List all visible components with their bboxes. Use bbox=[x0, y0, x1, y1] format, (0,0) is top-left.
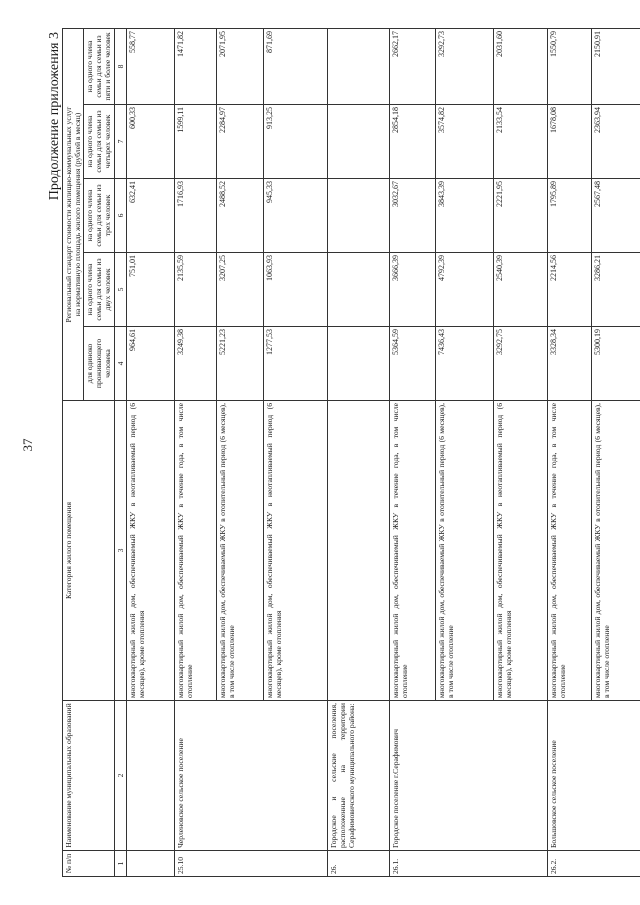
col-number-6: 6 bbox=[114, 179, 126, 253]
table-row bbox=[389, 29, 435, 877]
value-cell: 3328,34 bbox=[547, 327, 591, 401]
header-numbers-row bbox=[114, 29, 126, 877]
municipality-cell: Городское и сельские поселения, расположенные на территории Серафимовичского муниципального района: bbox=[327, 701, 389, 851]
value-cell: 2854,18 bbox=[389, 105, 435, 179]
municipality-cell: Городское поселение г.Серафимович bbox=[389, 701, 435, 851]
row-number-cell: 26.1. bbox=[389, 851, 435, 877]
value-cell: 2214,56 bbox=[547, 253, 591, 327]
value-cell: 2133,54 bbox=[493, 105, 547, 179]
col-number-3: 3 bbox=[114, 401, 126, 701]
value-cell: 2284,97 bbox=[216, 105, 263, 179]
municipality-cell: Большовское сельское поселение bbox=[547, 701, 591, 851]
category-cell: многоквартирный жилой дом, обеспечиваемый ЖКУ в течение года, в том числе отопление bbox=[389, 401, 435, 701]
row-number-cell bbox=[493, 851, 547, 877]
value-cell: 1795,89 bbox=[547, 179, 591, 253]
value-cell: 600,33 bbox=[126, 105, 174, 179]
value-cell: 7436,43 bbox=[435, 327, 493, 401]
value-cell: 2150,91 bbox=[591, 29, 640, 105]
row-number-cell bbox=[216, 851, 263, 877]
value-cell: 3666,39 bbox=[389, 253, 435, 327]
value-cell: 1277,53 bbox=[263, 327, 327, 401]
category-cell: многоквартирный жилой дом, обеспечиваемый ЖКУ в отопительный период (6 месяцев), в том числе отопление bbox=[216, 401, 263, 701]
header-col4: для одиноко проживающего человека bbox=[84, 327, 114, 401]
category-cell: многоквартирный жилой дом, обеспечиваемый ЖКУ в течение года, в том числе отопление bbox=[547, 401, 591, 701]
value-cell bbox=[327, 253, 389, 327]
table-row bbox=[493, 29, 547, 877]
value-cell: 3249,38 bbox=[174, 327, 216, 401]
col-number-2: 2 bbox=[114, 701, 126, 851]
row-number-cell: 26.2. bbox=[547, 851, 591, 877]
value-cell: 1716,93 bbox=[174, 179, 216, 253]
value-cell: 1678,08 bbox=[547, 105, 591, 179]
value-cell: 751,01 bbox=[126, 253, 174, 327]
category-cell: многоквартирный жилой дом, обеспечиваемый ЖКУ в отопительный период (6 месяцев), в том числе отопление bbox=[435, 401, 493, 701]
category-cell: многоквартирный жилой дом, обеспечиваемый ЖКУ в отопительный период (6 месяцев), в том числе отопление bbox=[591, 401, 640, 701]
col-number-1: 1 bbox=[114, 851, 126, 877]
table-row bbox=[327, 29, 389, 877]
col-number-4: 4 bbox=[114, 327, 126, 401]
header-col6: на одного члена семьи для семьи из трех человек bbox=[84, 179, 114, 253]
value-cell: 3292,73 bbox=[435, 29, 493, 105]
value-cell: 3574,82 bbox=[435, 105, 493, 179]
municipality-cell bbox=[435, 701, 493, 851]
value-cell: 913,25 bbox=[263, 105, 327, 179]
municipality-cell bbox=[493, 701, 547, 851]
header-category: Категория жилого помещения bbox=[63, 401, 115, 701]
col-number-7: 7 bbox=[114, 105, 126, 179]
row-number-cell: 26. bbox=[327, 851, 389, 877]
col-number-5: 5 bbox=[114, 253, 126, 327]
value-cell: 2540,39 bbox=[493, 253, 547, 327]
value-cell: 3286,21 bbox=[591, 253, 640, 327]
municipality-cell bbox=[591, 701, 640, 851]
value-cell bbox=[327, 327, 389, 401]
row-number-cell bbox=[435, 851, 493, 877]
col-number-8: 8 bbox=[114, 29, 126, 105]
value-cell: 2031,60 bbox=[493, 29, 547, 105]
value-cell: 5364,59 bbox=[389, 327, 435, 401]
value-cell: 2363,94 bbox=[591, 105, 640, 179]
table-row bbox=[591, 29, 640, 877]
value-cell bbox=[327, 29, 389, 105]
category-cell: многоквартирный жилой дом, обеспечиваемый ЖКУ в неотапливаемый период (6 месяцев), кроме отопления bbox=[263, 401, 327, 701]
value-cell: 2488,52 bbox=[216, 179, 263, 253]
header-col7: на одного члена семьи для семьи из четырех человек bbox=[84, 105, 114, 179]
value-cell: 964,61 bbox=[126, 327, 174, 401]
table-row bbox=[263, 29, 327, 877]
municipality-cell: Черленовское сельское поселение bbox=[174, 701, 216, 851]
value-cell: 2221,95 bbox=[493, 179, 547, 253]
value-cell: 5300,19 bbox=[591, 327, 640, 401]
header-standard bbox=[63, 29, 84, 401]
table-row bbox=[174, 29, 216, 877]
table-row bbox=[547, 29, 591, 877]
value-cell: 1471,82 bbox=[174, 29, 216, 105]
header-col8: на одного члена семьи для семьи из пяти и более человек bbox=[84, 29, 114, 105]
municipality-cell bbox=[126, 701, 174, 851]
table-row bbox=[126, 29, 174, 877]
value-cell: 1063,93 bbox=[263, 253, 327, 327]
table-row bbox=[216, 29, 263, 877]
header-standard-line1: Региональный стандарт стоимости жилищно-коммунальных услуг bbox=[64, 106, 73, 323]
row-number-cell bbox=[263, 851, 327, 877]
value-cell: 2135,59 bbox=[174, 253, 216, 327]
header-municipality: Наименование муниципальных образований bbox=[63, 701, 115, 851]
value-cell: 2567,48 bbox=[591, 179, 640, 253]
value-cell: 1550,79 bbox=[547, 29, 591, 105]
table-body bbox=[126, 29, 640, 877]
municipality-cell bbox=[263, 701, 327, 851]
value-cell: 2071,95 bbox=[216, 29, 263, 105]
value-cell: 558,77 bbox=[126, 29, 174, 105]
value-cell: 3207,25 bbox=[216, 253, 263, 327]
row-number-cell bbox=[126, 851, 174, 877]
tariff-table bbox=[62, 28, 640, 877]
value-cell: 1599,11 bbox=[174, 105, 216, 179]
category-cell: многоквартирный жилой дом, обеспечиваемый ЖКУ в неотапливаемый период (6 месяцев), кроме отопления bbox=[493, 401, 547, 701]
value-cell: 3032,67 bbox=[389, 179, 435, 253]
category-cell: многоквартирный жилой дом, обеспечиваемый ЖКУ в неотапливаемый период (6 месяцев), кроме отопления bbox=[126, 401, 174, 701]
category-cell bbox=[327, 401, 389, 701]
value-cell: 5221,23 bbox=[216, 327, 263, 401]
appendix-title: Продолжение приложения 3 bbox=[47, 32, 62, 201]
header-num: № п/п bbox=[63, 851, 115, 877]
page-number: 37 bbox=[20, 438, 35, 452]
value-cell: 945,33 bbox=[263, 179, 327, 253]
municipality-cell bbox=[216, 701, 263, 851]
value-cell: 3843,39 bbox=[435, 179, 493, 253]
value-cell: 2662,17 bbox=[389, 29, 435, 105]
value-cell: 4792,39 bbox=[435, 253, 493, 327]
category-cell: многоквартирный жилой дом, обеспечиваемый ЖКУ в течение года, в том числе отопление bbox=[174, 401, 216, 701]
row-number-cell bbox=[591, 851, 640, 877]
header-col5: на одного члена семьи для семьи из двух человек bbox=[84, 253, 114, 327]
value-cell bbox=[327, 105, 389, 179]
value-cell bbox=[327, 179, 389, 253]
header-row-1 bbox=[63, 29, 84, 877]
header-standard-line2: на нормативную площадь жилого помещения (рублей в месяц) bbox=[73, 112, 83, 317]
value-cell: 871,69 bbox=[263, 29, 327, 105]
table-row bbox=[435, 29, 493, 877]
row-number-cell: 25.10 bbox=[174, 851, 216, 877]
value-cell: 3292,75 bbox=[493, 327, 547, 401]
value-cell: 632,41 bbox=[126, 179, 174, 253]
